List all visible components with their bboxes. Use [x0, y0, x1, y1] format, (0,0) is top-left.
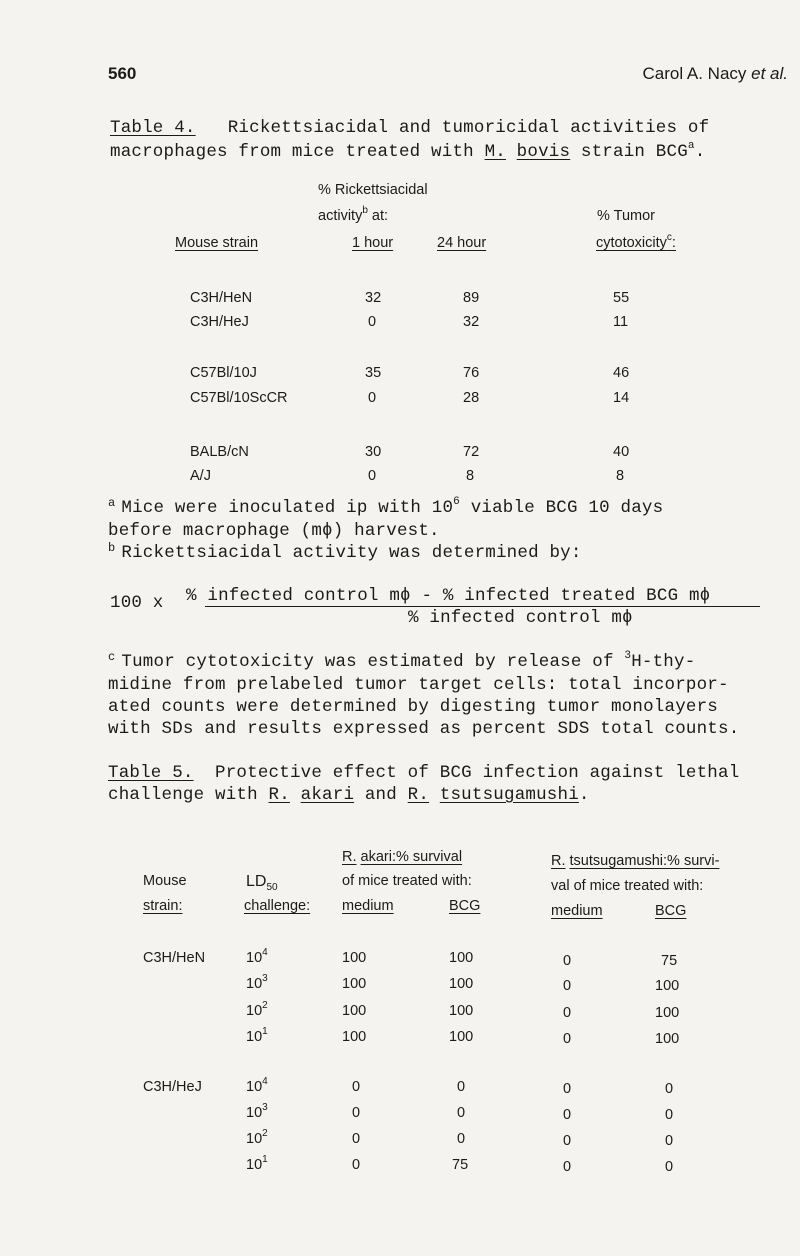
value-cell: 0 — [457, 1105, 466, 1121]
footnote-c-line1: $^c$ Tumor cytotoxicity was estimated by release of $^3$H-thy- — [108, 650, 696, 672]
formula-prefix: 100 x — [110, 593, 164, 613]
table5-strain-group2: C3H/HeJ — [143, 1079, 202, 1095]
value-cell: 100 — [449, 1029, 474, 1045]
table4-label: Table 4. — [110, 118, 196, 138]
page-number: 560 — [108, 64, 137, 83]
table5-col-mouse-line2: strain: — [143, 898, 183, 914]
dose-cell: $10^1$ — [246, 1154, 268, 1173]
value-cell: 0 — [352, 1157, 361, 1173]
footnote-c-line2: midine from prelabeled tumor target cells: total incorpor- — [108, 675, 729, 695]
value-cell: 100 — [449, 950, 474, 966]
strain-cell: C57Bl/10J — [190, 365, 257, 381]
formula-numerator: % infected control mϕ - % infected treated BCG mϕ — [186, 586, 711, 606]
table4-col-mouse-strain: Mouse strain — [175, 235, 259, 251]
value-cell: 0 — [563, 1031, 572, 1047]
table5-strain-group1: C3H/HeN — [143, 950, 206, 966]
value-cell: 100 — [449, 1003, 474, 1019]
table5-col-tsu-line1: R. tsutsugamushi:% survi- — [551, 853, 720, 869]
footnote-c-line4: with SDs and results expressed as percent SDS total counts. — [108, 719, 740, 739]
value-cell: 0 — [563, 1107, 572, 1123]
value-cell: 0 — [352, 1079, 361, 1095]
value-cell: 76 — [463, 365, 480, 381]
value-cell: 100 — [342, 950, 367, 966]
formula-fraction-bar — [205, 606, 760, 607]
value-cell: 8 — [466, 468, 475, 484]
value-cell: 75 — [661, 953, 678, 969]
value-cell: 28 — [463, 390, 480, 406]
value-cell: 0 — [368, 390, 377, 406]
strain-cell: BALB/cN — [190, 444, 249, 460]
value-cell: 30 — [365, 444, 382, 460]
value-cell: 89 — [463, 290, 480, 306]
value-cell: 55 — [613, 290, 630, 306]
dose-cell: $10^3$ — [246, 973, 268, 992]
value-cell: 72 — [463, 444, 480, 460]
dose-cell: $10^4$ — [246, 947, 268, 966]
value-cell: 0 — [368, 314, 377, 330]
table5-col-mouse-line1: Mouse — [143, 873, 187, 889]
strain-cell: C3H/HeJ — [190, 314, 249, 330]
table5-col-akari-line2: of mice treated with: — [342, 873, 472, 889]
value-cell: 8 — [616, 468, 625, 484]
value-cell: 0 — [368, 468, 377, 484]
table4-col-group-line2: activity$^b$ at: — [318, 205, 389, 224]
table5-col-tsu-bcg: BCG — [655, 903, 687, 919]
table4-caption-line2: macrophages from mice treated with M. bovis strain BCG$^a$. — [110, 140, 706, 162]
value-cell: 100 — [449, 976, 474, 992]
footnote-a-line1: $^a$ Mice were inoculated ip with $10^6$ viable BCG 10 days — [108, 496, 664, 518]
table4-col-tumor-line1: % Tumor — [597, 208, 656, 224]
value-cell: 0 — [665, 1107, 674, 1123]
dose-cell: $10^4$ — [246, 1076, 268, 1095]
table5-col-tsu-medium: medium — [551, 903, 603, 919]
value-cell: 0 — [352, 1105, 361, 1121]
table5-label: Table 5. — [108, 763, 194, 783]
value-cell: 100 — [342, 1029, 367, 1045]
table5-col-challenge: challenge: — [244, 898, 311, 914]
value-cell: 0 — [563, 1133, 572, 1149]
table4-col-group-line1: % Rickettsiacidal — [318, 182, 428, 198]
dose-cell: $10^1$ — [246, 1026, 268, 1045]
value-cell: 14 — [613, 390, 630, 406]
value-cell: 100 — [342, 976, 367, 992]
table4-col-tumor-line2: cytotoxicity$^c$: — [596, 232, 676, 251]
table4-caption-line1: Table 4. Rickettsiacidal and tumoricidal activities of — [110, 118, 710, 138]
value-cell: 100 — [655, 978, 680, 994]
table5-col-akari-line1: R. akari:% survival — [342, 849, 463, 865]
value-cell: 0 — [563, 978, 572, 994]
value-cell: 0 — [563, 1081, 572, 1097]
value-cell: 75 — [452, 1157, 469, 1173]
formula-denominator: % infected control mϕ — [408, 608, 633, 628]
value-cell: 0 — [457, 1131, 466, 1147]
footnote-b-line1: $^b$ Rickettsiacidal activity was determined by: — [108, 541, 582, 563]
value-cell: 0 — [352, 1131, 361, 1147]
value-cell: 40 — [613, 444, 630, 460]
dose-cell: $10^3$ — [246, 1102, 268, 1121]
value-cell: 32 — [463, 314, 480, 330]
value-cell: 0 — [665, 1159, 674, 1175]
table5-caption-line1: Table 5. Protective effect of BCG infection against lethal — [108, 763, 740, 783]
value-cell: 11 — [613, 314, 629, 330]
value-cell: 100 — [655, 1031, 680, 1047]
footnote-c-line3: ated counts were determined by digesting tumor monolayers — [108, 697, 718, 717]
value-cell: 0 — [563, 1005, 572, 1021]
dose-cell: $10^2$ — [246, 1128, 268, 1147]
value-cell: 0 — [457, 1079, 466, 1095]
running-head-author: Carol A. Nacy et al. — [642, 64, 788, 83]
strain-cell: C57Bl/10ScCR — [190, 390, 288, 406]
value-cell: 0 — [665, 1081, 674, 1097]
value-cell: 35 — [365, 365, 382, 381]
table5-col-akari-bcg: BCG — [449, 898, 481, 914]
value-cell: 0 — [563, 953, 572, 969]
value-cell: 0 — [563, 1159, 572, 1175]
value-cell: 46 — [613, 365, 630, 381]
table4-col-1-hour: 1 hour — [352, 235, 394, 251]
table5-col-akari-medium: medium — [342, 898, 394, 914]
strain-cell: C3H/HeN — [190, 290, 253, 306]
table5-col-ld50: $LD_{50}$ — [246, 873, 278, 893]
table5-caption-line2: challenge with R. akari and R. tsutsugamushi. — [108, 785, 590, 805]
value-cell: 0 — [665, 1133, 674, 1149]
strain-cell: A/J — [190, 468, 211, 484]
table5-col-tsu-line2: val of mice treated with: — [551, 878, 704, 894]
value-cell: 100 — [655, 1005, 680, 1021]
value-cell: 100 — [342, 1003, 367, 1019]
footnote-a-line2: before macrophage (mϕ) harvest. — [108, 521, 440, 541]
value-cell: 32 — [365, 290, 382, 306]
dose-cell: $10^2$ — [246, 1000, 268, 1019]
table4-col-24-hour: 24 hour — [437, 235, 487, 251]
